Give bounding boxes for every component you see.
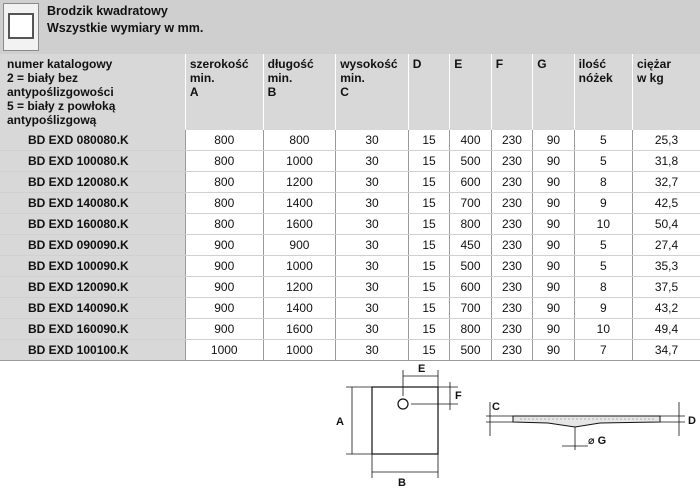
table-row <box>0 151 700 172</box>
column-header-1 <box>185 54 263 130</box>
column-header-line: nóżek <box>578 71 613 85</box>
table-cell: 90 <box>533 214 574 235</box>
table-cell: 25,3 <box>632 130 700 151</box>
table-cell: 49,4 <box>632 319 700 340</box>
table-row <box>0 319 700 340</box>
table-cell: 15 <box>408 277 449 298</box>
column-header-line: antypoślizgową <box>7 113 97 127</box>
table-cell: 5 <box>574 235 632 256</box>
table-cell: 1400 <box>263 298 336 319</box>
column-header-9 <box>632 54 700 130</box>
square-tray-icon-inner <box>8 13 34 39</box>
table-cell: 90 <box>533 298 574 319</box>
spec-table <box>0 54 700 361</box>
table-cell: 30 <box>336 277 409 298</box>
table-cell: 450 <box>450 235 491 256</box>
column-header-line: min. <box>189 71 215 85</box>
column-header-line: D <box>412 57 422 71</box>
table-cell: 1200 <box>263 172 336 193</box>
table-cell: 43,2 <box>632 298 700 319</box>
catalog-number-cell: BD EXD 100100.K <box>0 340 185 361</box>
table-cell: 15 <box>408 172 449 193</box>
table-cell: 30 <box>336 193 409 214</box>
table-cell: 230 <box>491 214 532 235</box>
table-cell: 35,3 <box>632 256 700 277</box>
table-cell: 31,8 <box>632 151 700 172</box>
column-header-line: G <box>537 57 547 71</box>
table-cell: 700 <box>450 193 491 214</box>
label-a: A <box>336 416 344 428</box>
table-cell: 500 <box>450 151 491 172</box>
table-row <box>0 256 700 277</box>
table-cell: 1000 <box>185 340 263 361</box>
table-cell: 230 <box>491 193 532 214</box>
table-cell: 32,7 <box>632 172 700 193</box>
table-cell: 230 <box>491 172 532 193</box>
table-cell: 15 <box>408 235 449 256</box>
column-header-0 <box>0 54 185 130</box>
table-cell: 30 <box>336 340 409 361</box>
table-cell: 90 <box>533 340 574 361</box>
column-header-line: B <box>267 85 277 99</box>
table-cell: 30 <box>336 256 409 277</box>
table-cell: 27,4 <box>632 235 700 256</box>
table-cell: 9 <box>574 193 632 214</box>
column-header-line: długość <box>267 57 314 71</box>
table-cell: 800 <box>185 172 263 193</box>
catalog-number-cell: BD EXD 160090.K <box>0 319 185 340</box>
table-cell: 230 <box>491 319 532 340</box>
label-e: E <box>418 363 426 375</box>
label-g: ⌀ G <box>588 435 607 447</box>
table-cell: 1600 <box>263 319 336 340</box>
table-row <box>0 214 700 235</box>
catalog-number-cell: BD EXD 080080.K <box>0 130 185 151</box>
table-cell: 900 <box>185 235 263 256</box>
table-cell: 5 <box>574 151 632 172</box>
page-subtitle: Wszystkie wymiary w mm. <box>47 21 204 35</box>
table-cell: 800 <box>185 193 263 214</box>
table-cell: 30 <box>336 298 409 319</box>
table-cell: 30 <box>336 172 409 193</box>
table-cell: 1000 <box>263 340 336 361</box>
table-cell: 800 <box>450 319 491 340</box>
catalog-number-cell: BD EXD 120080.K <box>0 172 185 193</box>
table-cell: 500 <box>450 256 491 277</box>
table-cell: 800 <box>185 214 263 235</box>
table-cell: 10 <box>574 214 632 235</box>
table-cell: 700 <box>450 298 491 319</box>
square-tray-icon <box>3 3 39 51</box>
column-header-line: w kg <box>636 71 664 85</box>
table-cell: 30 <box>336 235 409 256</box>
table-cell: 230 <box>491 298 532 319</box>
table-cell: 90 <box>533 235 574 256</box>
table-cell: 1000 <box>263 151 336 172</box>
catalog-number-cell: BD EXD 120090.K <box>0 277 185 298</box>
header-bar <box>0 0 700 54</box>
column-header-line: 5 = biały z powłoką <box>7 99 116 113</box>
table-row <box>0 193 700 214</box>
column-header-8 <box>574 54 632 130</box>
page-title: Brodzik kwadratowy <box>47 4 168 18</box>
table-cell: 800 <box>450 214 491 235</box>
table-cell: 50,4 <box>632 214 700 235</box>
catalog-number-cell: BD EXD 140080.K <box>0 193 185 214</box>
catalog-number-cell: BD EXD 100090.K <box>0 256 185 277</box>
dimension-svg <box>0 360 700 495</box>
table-cell: 600 <box>450 172 491 193</box>
table-cell: 900 <box>185 277 263 298</box>
dimension-drawing <box>0 360 700 495</box>
column-header-line: ciężar <box>636 57 672 71</box>
table-cell: 800 <box>185 151 263 172</box>
column-header-2 <box>263 54 336 130</box>
table-cell: 900 <box>185 298 263 319</box>
table-cell: 800 <box>185 130 263 151</box>
label-d: D <box>688 415 696 427</box>
table-cell: 7 <box>574 340 632 361</box>
table-cell: 90 <box>533 172 574 193</box>
table-cell: 15 <box>408 319 449 340</box>
table-cell: 15 <box>408 151 449 172</box>
table-cell: 10 <box>574 319 632 340</box>
column-header-4 <box>408 54 449 130</box>
table-cell: 1000 <box>263 256 336 277</box>
table-cell: 9 <box>574 298 632 319</box>
table-cell: 34,7 <box>632 340 700 361</box>
table-cell: 1200 <box>263 277 336 298</box>
table-cell: 15 <box>408 130 449 151</box>
column-header-line: min. <box>340 71 365 85</box>
table-row <box>0 235 700 256</box>
table-cell: 900 <box>263 235 336 256</box>
table-cell: 900 <box>185 256 263 277</box>
column-header-line: ilość <box>578 57 607 71</box>
table-cell: 90 <box>533 193 574 214</box>
column-header-line: min. <box>267 71 293 85</box>
table-cell: 230 <box>491 235 532 256</box>
table-cell: 90 <box>533 277 574 298</box>
table-cell: 15 <box>408 298 449 319</box>
table-cell: 90 <box>533 130 574 151</box>
tray-side-view <box>513 416 660 427</box>
column-header-line: A <box>189 85 199 99</box>
table-cell: 8 <box>574 277 632 298</box>
table-cell: 230 <box>491 130 532 151</box>
table-cell: 30 <box>336 214 409 235</box>
table-cell: 8 <box>574 172 632 193</box>
table-cell: 1600 <box>263 214 336 235</box>
table-cell: 1400 <box>263 193 336 214</box>
column-header-5 <box>450 54 491 130</box>
table-cell: 230 <box>491 151 532 172</box>
catalog-number-cell: BD EXD 100080.K <box>0 151 185 172</box>
table-cell: 230 <box>491 340 532 361</box>
table-cell: 5 <box>574 256 632 277</box>
catalog-number-cell: BD EXD 090090.K <box>0 235 185 256</box>
table-row <box>0 277 700 298</box>
table-cell: 42,5 <box>632 193 700 214</box>
table-cell: 800 <box>263 130 336 151</box>
table-cell: 15 <box>408 214 449 235</box>
table-row <box>0 340 700 361</box>
table-row <box>0 130 700 151</box>
label-f: F <box>455 390 462 402</box>
table-cell: 90 <box>533 256 574 277</box>
table-body <box>0 130 700 361</box>
table-header-row <box>0 54 700 130</box>
table-cell: 15 <box>408 256 449 277</box>
label-c: C <box>492 401 500 413</box>
table-cell: 15 <box>408 193 449 214</box>
table-row <box>0 172 700 193</box>
table-cell: 500 <box>450 340 491 361</box>
table-cell: 900 <box>185 319 263 340</box>
column-header-line: antypoślizgowości <box>7 85 114 99</box>
catalog-number-cell: BD EXD 160080.K <box>0 214 185 235</box>
column-header-line: F <box>495 57 504 71</box>
table-cell: 230 <box>491 256 532 277</box>
table-cell: 600 <box>450 277 491 298</box>
column-header-3 <box>336 54 409 130</box>
table-row <box>0 298 700 319</box>
table-cell: 37,5 <box>632 277 700 298</box>
column-header-line: numer katalogowy <box>7 57 113 71</box>
column-header-7 <box>533 54 574 130</box>
column-header-line: wysokość <box>340 57 398 71</box>
table-cell: 230 <box>491 277 532 298</box>
tray-plan-view <box>372 387 438 454</box>
column-header-line: 2 = biały bez <box>7 71 79 85</box>
catalog-number-cell: BD EXD 140090.K <box>0 298 185 319</box>
table-cell: 30 <box>336 319 409 340</box>
table-cell: 90 <box>533 151 574 172</box>
table-cell: 5 <box>574 130 632 151</box>
table-cell: 90 <box>533 319 574 340</box>
label-b: B <box>398 477 406 489</box>
column-header-line: C <box>340 85 349 99</box>
column-header-6 <box>491 54 532 130</box>
table-cell: 15 <box>408 340 449 361</box>
table-cell: 30 <box>336 130 409 151</box>
column-header-line: szerokość <box>189 57 249 71</box>
table-cell: 30 <box>336 151 409 172</box>
column-header-line: E <box>454 57 463 71</box>
table-cell: 400 <box>450 130 491 151</box>
